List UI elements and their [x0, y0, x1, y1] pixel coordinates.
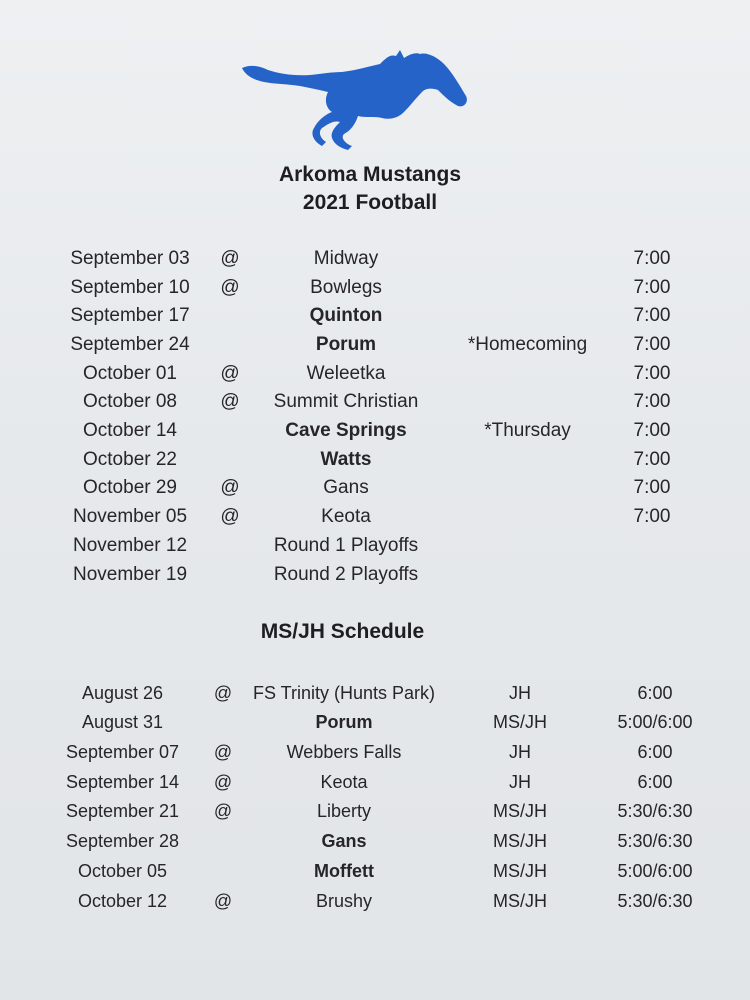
game-time: 7:00 — [633, 363, 671, 384]
game-date: September 21 — [65, 801, 180, 821]
game-time: 5:30/6:30 — [617, 831, 693, 851]
msjh-section-title: MS/JH Schedule — [260, 620, 425, 643]
game-date: October 22 — [83, 449, 177, 470]
game-date: October 05 — [77, 861, 168, 881]
opponent: Cave Springs — [285, 420, 407, 441]
game-time: 7:00 — [633, 391, 671, 412]
msjh-row — [0, 772, 750, 798]
game-date: November 19 — [72, 564, 188, 585]
game-date: October 14 — [83, 420, 177, 441]
opponent: Summit Christian — [273, 391, 419, 412]
game-date: September 10 — [70, 277, 190, 298]
varsity-row — [0, 305, 750, 333]
away-marker: @ — [220, 506, 240, 527]
team-level: MS/JH — [493, 831, 547, 851]
varsity-row — [0, 420, 750, 448]
game-time: 6:00 — [637, 742, 673, 762]
game-time: 6:00 — [637, 683, 673, 703]
opponent: Weleetka — [306, 363, 386, 384]
game-time: 7:00 — [633, 420, 671, 441]
away-marker: @ — [213, 801, 233, 821]
opponent: Porum — [315, 712, 373, 732]
game-date: October 12 — [77, 891, 168, 911]
game-time: 5:30/6:30 — [617, 801, 693, 821]
varsity-row — [0, 506, 750, 534]
game-date: September 14 — [65, 772, 180, 792]
game-date: October 08 — [83, 391, 177, 412]
varsity-row — [0, 363, 750, 391]
opponent: Liberty — [316, 801, 372, 821]
opponent: Bowlegs — [310, 277, 382, 298]
game-note: *Homecoming — [467, 334, 588, 355]
away-marker: @ — [213, 891, 233, 911]
opponent: Keota — [320, 772, 368, 792]
opponent: Moffett — [314, 861, 374, 881]
team-level: MS/JH — [493, 891, 547, 911]
msjh-row — [0, 831, 750, 857]
game-date: November 12 — [72, 535, 188, 556]
opponent: Gans — [323, 477, 369, 498]
mustang-logo-icon — [240, 50, 470, 162]
game-time: 7:00 — [633, 334, 671, 355]
opponent: Brushy — [315, 891, 373, 911]
game-time: 7:00 — [633, 248, 671, 269]
msjh-row — [0, 742, 750, 768]
game-time: 5:30/6:30 — [617, 891, 693, 911]
varsity-row — [0, 248, 750, 276]
msjh-row — [0, 683, 750, 709]
game-time: 7:00 — [633, 506, 671, 527]
team-level: MS/JH — [493, 712, 547, 732]
game-time: 7:00 — [633, 305, 671, 326]
game-date: August 31 — [81, 712, 164, 732]
opponent: Keota — [321, 506, 371, 527]
opponent: Round 1 Playoffs — [273, 535, 419, 556]
away-marker: @ — [220, 363, 240, 384]
varsity-row — [0, 477, 750, 505]
game-date: September 24 — [70, 334, 190, 355]
varsity-row — [0, 564, 750, 592]
msjh-row — [0, 712, 750, 738]
team-level: JH — [509, 683, 531, 703]
opponent: FS Trinity (Hunts Park) — [252, 683, 436, 703]
game-time: 6:00 — [637, 772, 673, 792]
game-date: August 26 — [81, 683, 164, 703]
team-level: JH — [509, 772, 531, 792]
mustang-silhouette — [242, 50, 467, 150]
opponent: Midway — [313, 248, 379, 269]
game-date: November 05 — [72, 506, 188, 527]
varsity-row — [0, 334, 750, 362]
game-time: 7:00 — [633, 477, 671, 498]
varsity-row — [0, 391, 750, 419]
away-marker: @ — [213, 772, 233, 792]
game-date: September 28 — [65, 831, 180, 851]
opponent: Gans — [321, 831, 367, 851]
msjh-row — [0, 861, 750, 887]
varsity-row — [0, 535, 750, 563]
game-date: September 03 — [70, 248, 190, 269]
away-marker: @ — [213, 742, 233, 762]
opponent: Porum — [315, 334, 377, 355]
team-level: MS/JH — [493, 801, 547, 821]
season-title: 2021 Football — [302, 191, 438, 214]
game-date: October 29 — [83, 477, 177, 498]
msjh-row — [0, 891, 750, 917]
game-time: 7:00 — [633, 449, 671, 470]
opponent: Webbers Falls — [286, 742, 402, 762]
away-marker: @ — [213, 683, 233, 703]
game-date: September 17 — [70, 305, 190, 326]
varsity-row — [0, 277, 750, 305]
team-title: Arkoma Mustangs — [278, 163, 462, 186]
opponent: Quinton — [309, 305, 383, 326]
game-time: 5:00/6:00 — [617, 712, 693, 732]
game-note: *Thursday — [484, 420, 571, 441]
game-date: September 07 — [65, 742, 180, 762]
away-marker: @ — [220, 248, 240, 269]
game-date: October 01 — [83, 363, 177, 384]
team-level: MS/JH — [493, 861, 547, 881]
msjh-row — [0, 801, 750, 827]
game-time: 7:00 — [633, 277, 671, 298]
game-time: 5:00/6:00 — [617, 861, 693, 881]
away-marker: @ — [220, 277, 240, 298]
varsity-row — [0, 449, 750, 477]
team-level: JH — [509, 742, 531, 762]
away-marker: @ — [220, 391, 240, 412]
away-marker: @ — [220, 477, 240, 498]
opponent: Watts — [320, 449, 372, 470]
opponent: Round 2 Playoffs — [273, 564, 419, 585]
